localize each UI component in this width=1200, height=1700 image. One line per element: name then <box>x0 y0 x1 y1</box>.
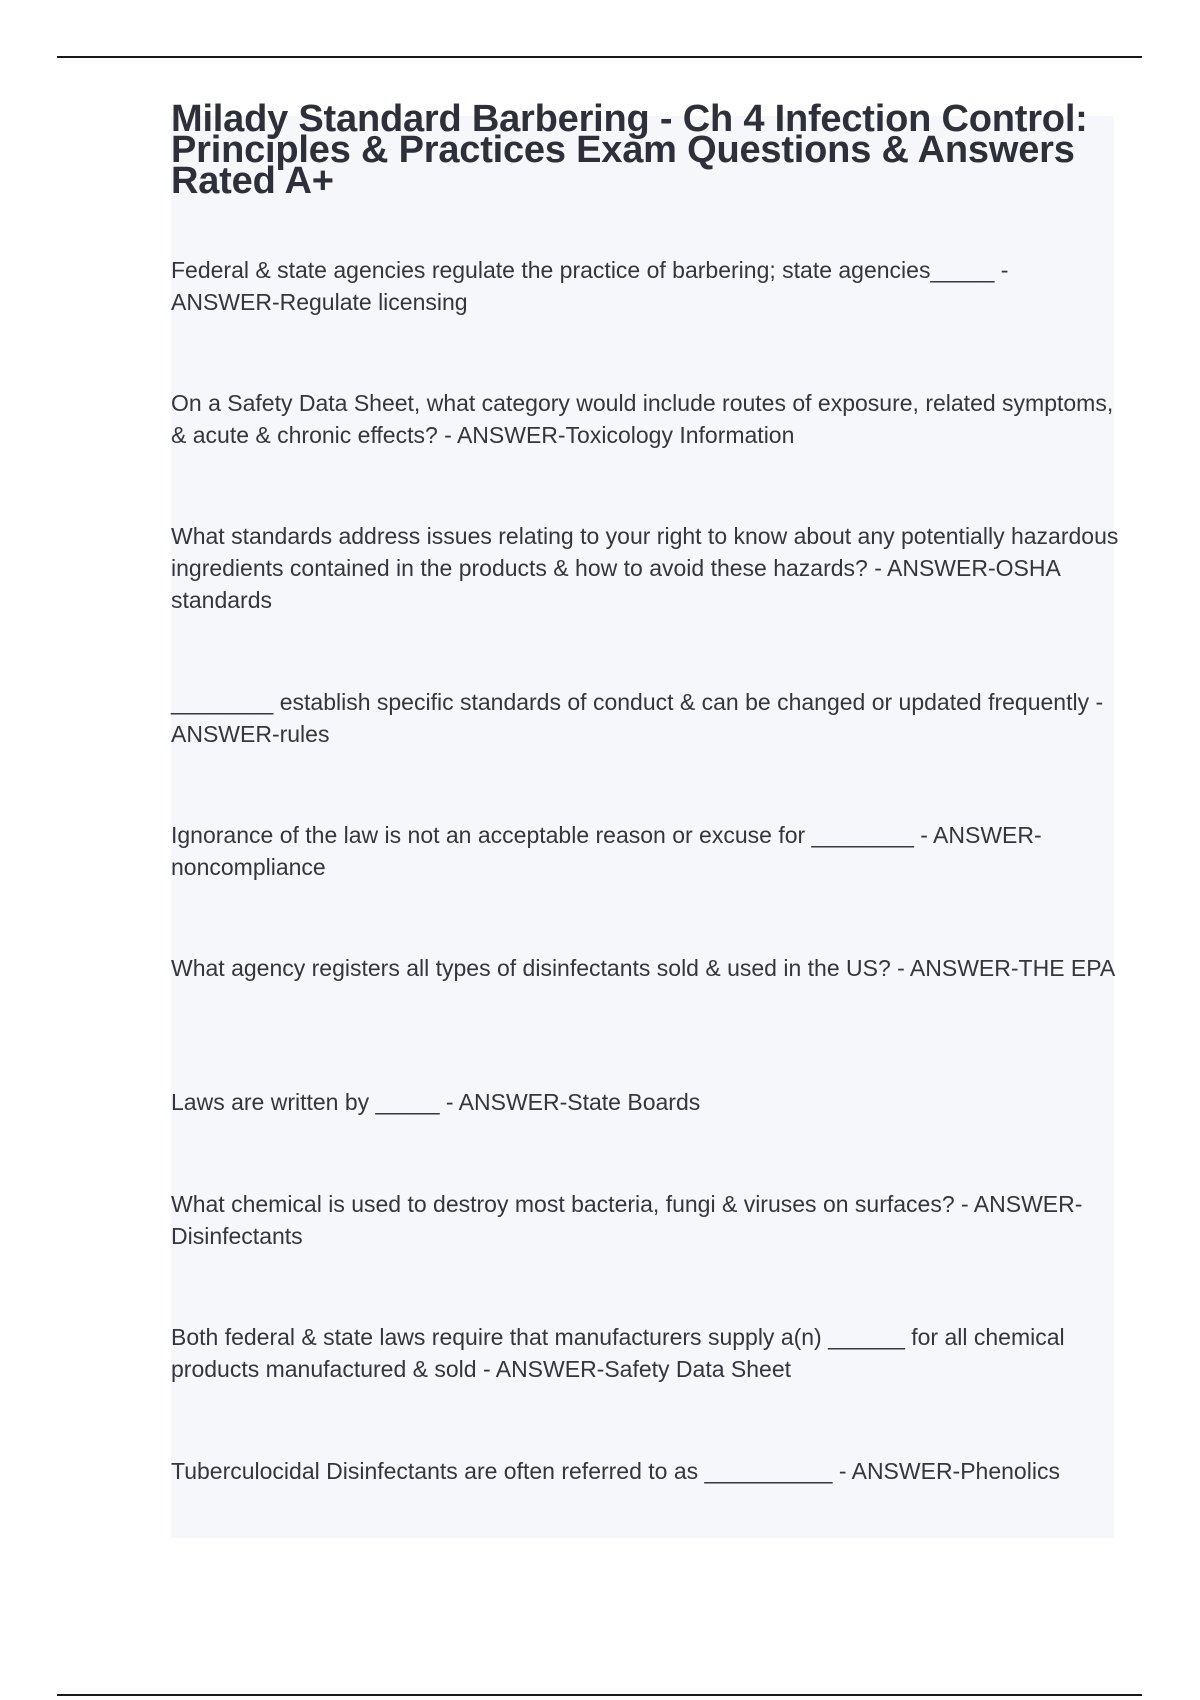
qa-item: Ignorance of the law is not an acceptable reason or excuse for ________ - ANSWER-noncompliance <box>171 822 1042 880</box>
qa-item: On a Safety Data Sheet, what category would include routes of exposure, related symptoms, & acute & chronic effects? - ANSWER-Toxicology Information <box>171 390 1114 448</box>
bottom-divider <box>57 1694 1142 1696</box>
qa-item: Both federal & state laws require that manufacturers supply a(n) ______ for all chemical products manufactured & sold - ANSWER-Safety Data Sheet <box>171 1324 1065 1382</box>
qa-item: Federal & state agencies regulate the practice of barbering; state agencies_____ - ANSWER-Regulate licensing <box>171 257 1009 315</box>
qa-item: Laws are written by _____ - ANSWER-State Boards <box>171 1089 701 1115</box>
qa-item: Tuberculocidal Disinfectants are often referred to as __________ - ANSWER-Phenolics <box>171 1458 1060 1484</box>
qa-item: ________ establish specific standards of conduct & can be changed or updated frequently - ANSWER-rules <box>171 689 1104 747</box>
qa-item: What chemical is used to destroy most bacteria, fungi & viruses on surfaces? - ANSWER-Disinfectants <box>171 1191 1083 1249</box>
qa-item: What standards address issues relating to your right to know about any potentially hazardous ingredients contained in the products & how to avoid these hazards? - ANSWER-OSHA standards <box>171 523 1119 613</box>
document-title: Milady Standard Barbering - Ch 4 Infection Control: Principles & Practices Exam Questions & Answers Rated A+ <box>171 98 1088 202</box>
top-divider <box>57 56 1142 58</box>
qa-item: What agency registers all types of disinfectants sold & used in the US? - ANSWER-THE EPA <box>171 955 1116 981</box>
